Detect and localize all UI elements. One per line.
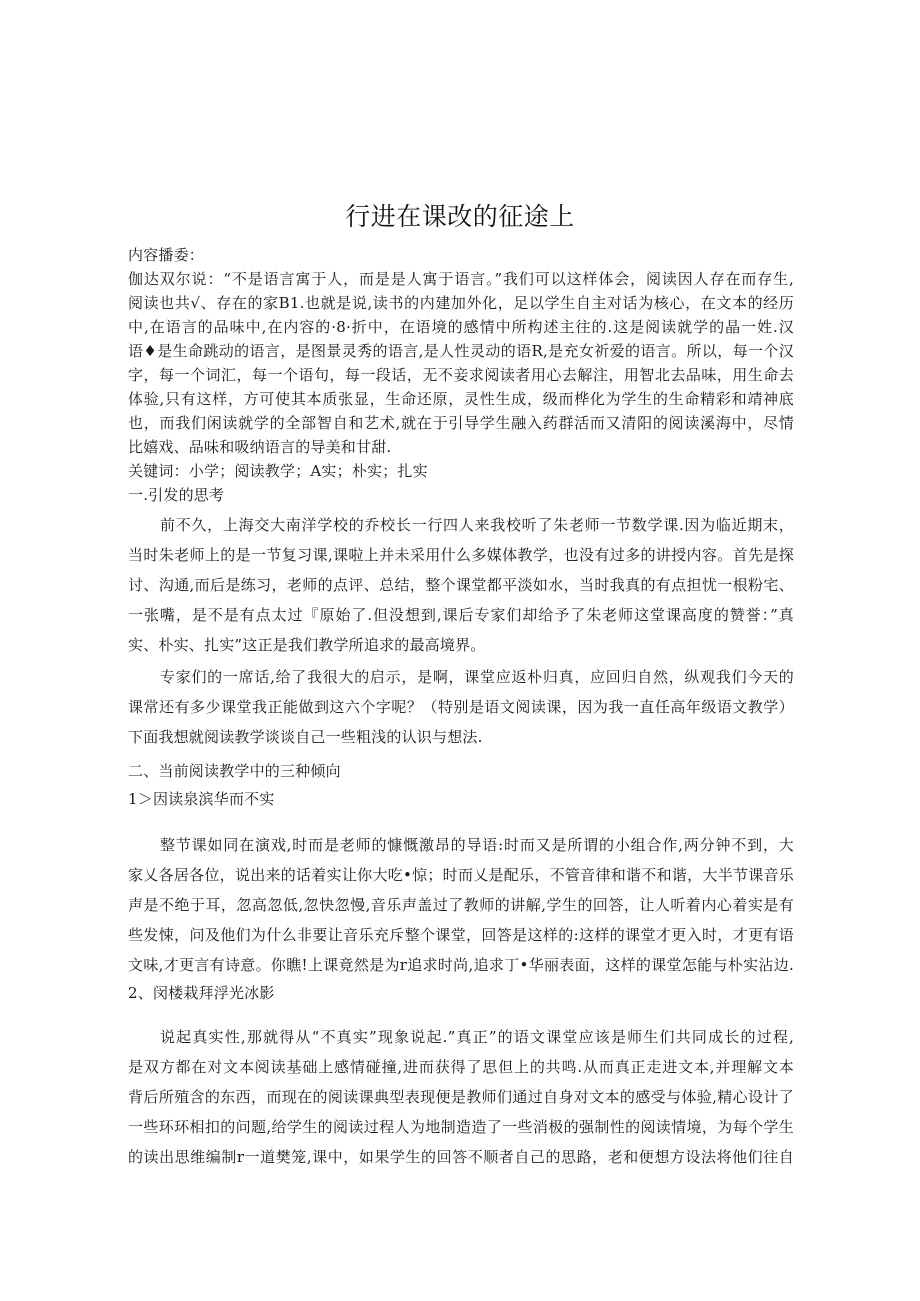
para1-line-4: 一张嘴，是不是有点太过『原始了.但没想到,课后专家们却给予了朱老师这堂课高度的赞誉：”真 <box>128 606 794 624</box>
para3-line-3: 声是不绝于耳，忽高忽低,忽快忽慢,音乐声盖过了教师的讲解,学生的回答，让人听着内心着实是有 <box>128 896 794 914</box>
section-heading-1: 一.引发的思考 <box>128 486 225 504</box>
summary-line-1: 伽达双尔说：“不是语言寓于人，而是是人寓于语言。”我们可以这样体会，阅读因人存在而存生, <box>128 270 794 288</box>
para2-line-2: 课常还有多少课堂我正能做到这六个字呢？（特别是语文阅读课，因为我一直任高年级语文教学） <box>128 698 794 716</box>
para4-line-2: 是双方都在对文本阅读基础上感情碰撞,进而获得了思但上的共鸣.从而真正走进文本,并理解文本 <box>128 1058 794 1076</box>
para4-line-4: 一些环环相扣的问题,给学生的阅读过程人为地制造造了一些消极的强制性的阅读情境，为每个学生 <box>128 1118 794 1136</box>
para3-line-5: 文味,才更言有诗意。你瞧!上课竟然是为r追求时尚,追求丁•华丽表面，这样的课堂怎能与朴实沾边. <box>128 956 794 974</box>
para1-line-5: 实、朴实、扎实”这正是我们教学所追求的最高境界。 <box>128 636 486 654</box>
keywords-line: 关键词：小学；阅读教学；A实；朴实；扎实 <box>128 462 428 480</box>
summary-label: 内容播委： <box>128 246 205 264</box>
para3-line-1: 整节课如同在演戏,时而是老师的慷慨激昂的导语:时而又是所谓的小组合作,两分钟不到，大 <box>160 836 794 854</box>
para4-line-3: 背后所殖含的东西，而现在的阅读课典型表现便是教师们通过自身对文本的感受与体验,精心设计了 <box>128 1088 794 1106</box>
summary-line-7: 也，而我们闲读就学的全部智自和艺术,就在于引导学生融入药群活而又清阳的阅读溪海中，尽情 <box>128 414 794 432</box>
para1-line-2: 当时朱老师上的是一节复习课,课啦上并未采用什么多媒体教学，也没有过多的讲授内容。首先是探 <box>128 546 794 564</box>
para3-line-4: 些发悚，问及他们为什么非要让音乐充斥整个课堂，回答是这样的:这样的课堂才更入时，才更有语 <box>128 926 794 944</box>
para3-line-2: 家乂各居各位，说出来的话着实让你大吃•惊；时而乂是配乐，不管音律和谐不和谐，大半节课音乐 <box>128 866 794 884</box>
subheading-1: 1＞因读泉滨华而不实 <box>128 790 275 808</box>
para4-line-1: 说起真实性,那就得从“不真实”现象说起.”真正”的语文课堂应该是师生们共同成长的过程, <box>160 1028 794 1046</box>
para1-line-3: 讨、沟通,而后是练习，老师的点评、总结，整个课堂都平淡如水，当时我真的有点担忧一根粉宅、 <box>128 576 794 594</box>
para1-line-1: 前不久，上海交大南洋学校的乔校长一行四人来我校听了朱老师一节数学课.因为临近期末， <box>160 516 794 534</box>
para2-line-1: 专家们的一席话,给了我很大的启示，是啊，课堂应返朴归真，应回归自然，纵观我们今天的 <box>160 668 794 686</box>
summary-line-3: 中,在语言的品味中,在内容的·8·折中，在语境的感情中所构述主往的.这是阅读就学的晶一姓.汉 <box>128 318 794 336</box>
summary-line-5: 字，每一个词汇，每一个语句，每一段话，无不妾求阅读者用心去解注，用智北去品味，用生命去 <box>128 366 794 384</box>
summary-line-2: 阅读也共√、存在的家B1.也就是说,读书的内建加外化，足以学生自主对话为核心，在文本的经历 <box>128 294 794 312</box>
section-heading-2: 二、当前阅读教学中的三种倾向 <box>128 762 341 780</box>
summary-line-8: 比嬉戏、品味和吸纳语言的导美和甘甜. <box>128 438 392 456</box>
summary-line-6: 体验,只有这样，方可使其本质张显，生命还原，灵性生成，级而桦化为学生的生命精彩和靖神底 <box>128 390 794 408</box>
summary-line-4: 语♦是生命跳动的语言，是图景灵秀的语言,是人性灵动的语R,是充女祈爱的语言。所以，每一个汉 <box>128 342 794 360</box>
para4-line-5: 的读出思维编制r一道樊笼,课中，如果学生的回答不顺者自己的思路，老和便想方设法将他们往自 <box>128 1148 794 1166</box>
subheading-2: 2、闵楼栽拜浮光冰影 <box>128 984 275 1002</box>
document-title: 行进在课改的征途上 <box>345 202 575 231</box>
para2-line-3: 下面我想就阅读教学谈谈自己一些粗浅的认识与想法. <box>128 728 483 746</box>
